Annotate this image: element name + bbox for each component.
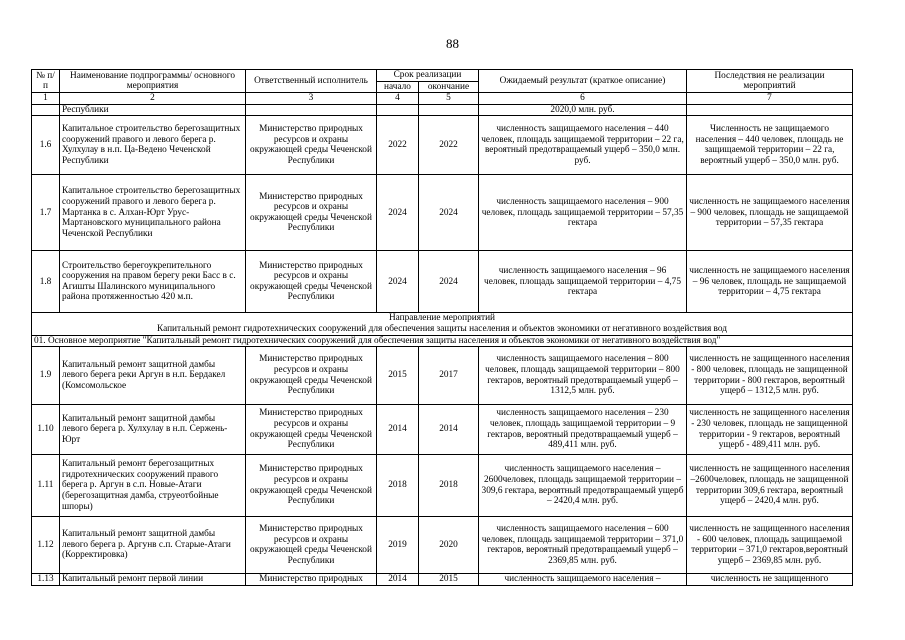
row-num: 1.8 [32,251,60,313]
row-num: 1.9 [32,347,60,405]
row-end: 2015 [419,574,479,586]
row-end: 2017 [419,347,479,405]
row-result: численность защищаемого населения – 230 человек, площадь защищаемой территории – 9 гектаров, вероятный предотвращаемый ущерб – 489,411 млн. руб. [479,405,687,455]
row-start: 2022 [377,116,419,175]
row-end: 2020 [419,517,479,574]
row-start: 2019 [377,517,419,574]
row-name: Капитальный ремонт защитной дамбы левого берега р. Аргунв с.п. Старые-Атаги (Корректировка) [60,517,246,574]
row-start: 2018 [377,455,419,517]
continuation-name: Республики [60,104,246,116]
row-name: Капитальный ремонт берегозащитных гидротехнических сооружений правого берега р. Аргун в с.п. Новые-Атаги (берегозащитная дамба, струеотбойные шпоры) [60,455,246,517]
row-name: Капитальное строительство берегозащитных сооружений правого и левого берега р. Мартанка в с. Алхан-Юрт Урус-Мартановского муниципального района Чеченской Республики [60,175,246,251]
direction-label: Направление мероприятий [388,313,496,324]
row-start: 2015 [377,347,419,405]
table-row [32,251,853,313]
row-executor: Министерство природных ресурсов и охраны окружающей среды Чеченской Республики [246,517,377,574]
row-consequences: численность не защищенного [687,574,853,586]
direction-row [32,313,853,335]
continuation-row [32,104,853,116]
row-consequences: Численность не защищаемого населения – 440 человек, площадь не защищаемой территории – 22 га, вероятный ущерб – 350,0 млн. руб. [687,116,853,175]
row-executor: Министерство природных ресурсов и охраны окружающей среды Чеченской Республики [246,405,377,455]
row-consequences: численность не защищаемого населения – 96 человек, площадь не защищаемой территории – 4,75 гектара [687,251,853,313]
row-num: 1.13 [32,574,60,586]
header-period: Срок реализации [377,70,479,82]
row-end: 2022 [419,116,479,175]
row-end: 2024 [419,251,479,313]
column-number: 1 [32,93,60,105]
row-result: численность защищаемого населения – 900 человек, площадь защищаемой территории – 57,35 гектара [479,175,687,251]
row-executor: Министерство природных ресурсов и охраны окружающей среды Чеченской Республики [246,175,377,251]
column-number: 3 [246,93,377,105]
row-consequences: численность не защищенного населения - 800 человек, площадь не защищенной территории - 800 гектаров, вероятный ущерб – 1312,5 млн. руб. [687,347,853,405]
table-row [32,405,853,455]
row-result: численность защищаемого населения – 440 человек, площадь защищаемой территории – 22 га, вероятный предотвращаемый ущерб – 350,0 млн. руб. [479,116,687,175]
row-result: численность защищаемого населения – 600 человек, площадь защищаемой территории – 371,0 гектаров, вероятный предотвращаемый ущерб – 2369,85 млн. руб. [479,517,687,574]
row-num: 1.10 [32,405,60,455]
header-consequences: Последствия не реализации мероприятий [687,70,853,93]
row-executor: Министерство природных ресурсов и охраны окружающей среды Чеченской Республики [246,347,377,405]
header-num: № п/п [32,70,60,93]
row-result: численность защищаемого населения – [479,574,687,586]
row-start: 2014 [377,405,419,455]
row-executor: Министерство природных ресурсов и охраны окружающей среды Чеченской Республики [246,116,377,175]
column-number: 5 [419,93,479,105]
table-header-row [32,70,853,82]
row-end: 2024 [419,175,479,251]
row-consequences: численность не защищенного населения - 230 человек, площадь не защищенной территории - 9 гектаров, вероятный ущерб - 489,411 млн. руб. [687,405,853,455]
row-consequences: численность не защищенного населения - 600 человек, площадь защищаемой территории – 371,0 гектаров,вероятный ущерб – 2369,85 млн. руб. [687,517,853,574]
row-end: 2018 [419,455,479,517]
table-row [32,347,853,405]
table-row [32,517,853,574]
row-executor: Министерство природных [246,574,377,586]
row-result: численность защищаемого населения – 800 человек, площадь защищаемой территории – 800 гектаров, вероятный предотвращаемый ущерб – 1312,5 млн. руб. [479,347,687,405]
column-number: 6 [479,93,687,105]
direction-title: Капитальный ремонт гидротехнических сооружений для обеспечения защиты населения и объектов экономики от негативного воздействия вод [156,323,727,334]
row-consequences: численность не защищенного населения –2600человек, площадь не защищенной территории 309,6 гектара, вероятный ущерб – 2420,4 млн. руб. [687,455,853,517]
row-result: численность защищаемого населения – 96 человек, площадь защищаемой территории – 4,75 гектара [479,251,687,313]
column-number: 4 [377,93,419,105]
table-row [32,574,853,586]
header-executor: Ответственный исполнитель [246,70,377,93]
row-start: 2014 [377,574,419,586]
row-num: 1.6 [32,116,60,175]
row-num: 1.11 [32,455,60,517]
page-number: 88 [446,36,459,51]
column-number: 2 [60,93,246,105]
row-name: Капитальный ремонт защитной дамбы левого берега реки Аргун в н.п. Бердакел (Комсомольское [60,347,246,405]
row-consequences: численность не защищаемого населения – 900 человек, площадь не защищаемой территории – 57,35 гектара [687,175,853,251]
main-event: 01. Основное мероприятие "Капитальный ремонт гидротехнических сооружений для обеспечения защиты населения и объектов экономики от негативного воздействия вод" [32,335,853,347]
row-start: 2024 [377,251,419,313]
header-name: Наименование подпрограммы/ основного мероприятия [60,70,246,93]
row-executor: Министерство природных ресурсов и охраны окружающей среды Чеченской Республики [246,251,377,313]
row-name: Капитальный ремонт первой линии [60,574,246,586]
row-start: 2024 [377,175,419,251]
row-executor: Министерство природных ресурсов и охраны окружающей среды Чеченской Республики [246,455,377,517]
continuation-result: 2020,0 млн. руб. [479,104,687,116]
program-table [31,69,853,586]
row-name: Капитальный ремонт защитной дамбы левого берега р. Хулхулау в н.п. Сержень-Юрт [60,405,246,455]
row-end: 2014 [419,405,479,455]
header-end: окончание [419,81,479,93]
column-number-row [32,93,853,105]
header-start: начало [377,81,419,93]
row-name: Капитальное строительство берегозащитных сооружений правого и левого берега р. Хулхулау в н.п. Ца-Ведено Чеченской Республики [60,116,246,175]
table-row [32,175,853,251]
row-num: 1.7 [32,175,60,251]
table-row [32,455,853,517]
header-result: Ожидаемый результат (краткое описание) [479,70,687,93]
row-name: Строительство берегоукрепительного сооружения на правом берегу реки Басс в с. Агишты Шалинского муниципального района протяженностью 420 м.п. [60,251,246,313]
main-event-row [32,335,853,347]
column-number: 7 [687,93,853,105]
row-num: 1.12 [32,517,60,574]
row-result: численность защищаемого населения – 2600человек, площадь защищаемой территории – 309,6 гектара, вероятный предотвращаемый ущерб – 2420,4 млн. руб. [479,455,687,517]
table-row [32,116,853,175]
